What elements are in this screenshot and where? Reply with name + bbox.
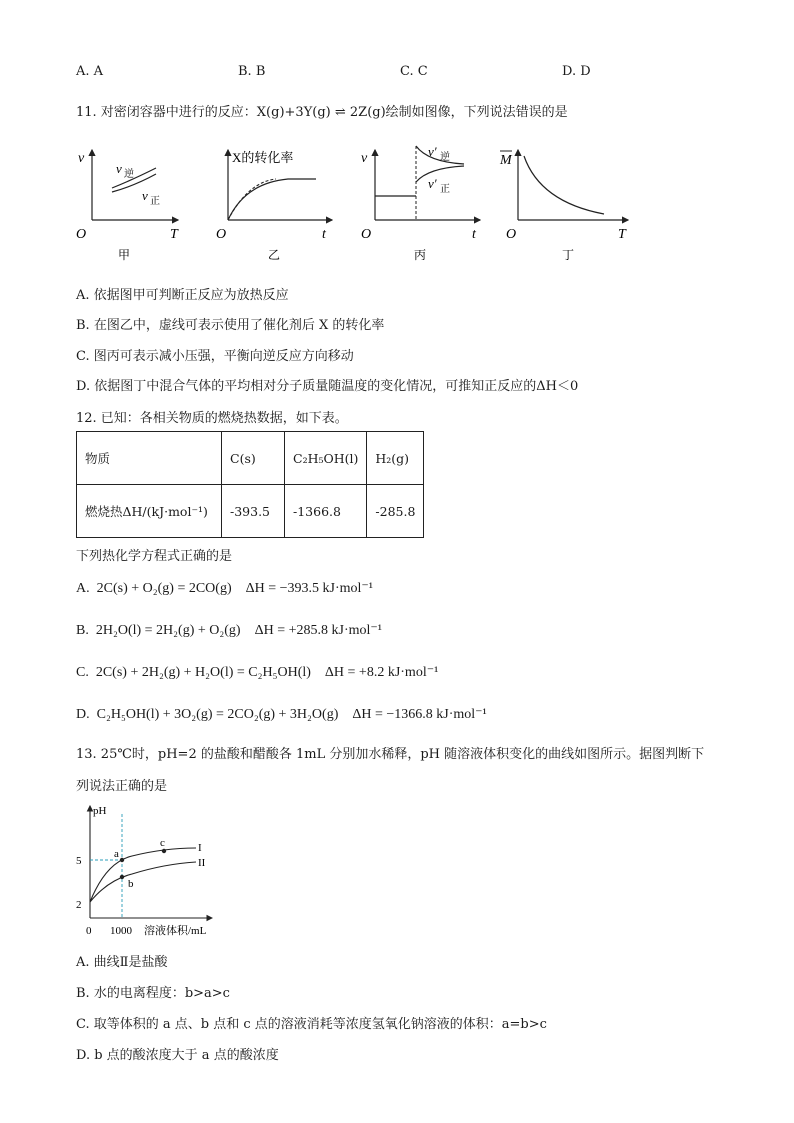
q11-option-c: C. 图丙可表示减小压强，平衡向逆反应方向移动 [76, 349, 354, 364]
table-row-label: 燃烧热ΔH/(kJ·mol⁻¹) [77, 485, 222, 538]
graph-label-bing: 丙 [414, 248, 427, 262]
point-a: a [114, 848, 119, 860]
curve-label-2: II [198, 857, 206, 869]
table-header: 物质 [77, 432, 222, 485]
table-header: C(s) [222, 432, 285, 485]
q10-option-a: A. A [76, 64, 104, 79]
equation: 2C(s) + 2H₂(g) + H₂O(l) = C₂H₅OH(l) [95, 665, 311, 680]
svg-text:t: t [322, 227, 326, 242]
graph-yi [216, 150, 332, 262]
graph-label-yi: 乙 [268, 248, 281, 262]
q13-option-a: A. 曲线Ⅱ是盐酸 [76, 955, 168, 970]
table-cell: -393.5 [222, 485, 285, 538]
table-header: H₂(g) [367, 432, 424, 485]
enthalpy: ΔH = −393.5 kJ·mol⁻¹ [245, 581, 374, 596]
svg-text:v: v [116, 161, 122, 176]
option-letter: C. [76, 665, 89, 680]
q11-graphs [70, 138, 650, 266]
svg-text:v: v [361, 151, 368, 166]
graph-label-ding: 丁 [562, 248, 575, 262]
option-letter: A. [76, 581, 90, 596]
q10-option-d: D. D [562, 64, 591, 79]
q11-stem: 11. 对密闭容器中进行的反应：X(g)+3Y(g) ⇌ 2Z(g)绘制如图像，下列说法错误的是 [76, 105, 568, 120]
svg-text:O: O [361, 227, 372, 242]
q10-option-c: C. C [400, 64, 428, 79]
table-header-row [77, 432, 424, 485]
q13-stem-line2: 列说法正确的是 [76, 779, 168, 794]
svg-text:v′: v′ [428, 144, 437, 159]
svg-text:v: v [142, 188, 148, 203]
equation: 2H₂O(l) = 2H₂(g) + O₂(g) [95, 623, 241, 638]
svg-text:v′: v′ [428, 176, 437, 191]
svg-text:逆: 逆 [124, 169, 134, 180]
svg-text:O: O [76, 227, 87, 242]
svg-text:正: 正 [440, 184, 450, 195]
ytick-2: 2 [76, 899, 82, 911]
svg-text:O: O [216, 227, 227, 242]
graph-ding [499, 150, 628, 262]
q12-option-d [76, 706, 487, 723]
graph-bing [361, 144, 480, 262]
q10-option-b: B. B [238, 64, 266, 79]
q13-option-d: D. b 点的酸浓度大于 a 点的酸浓度 [76, 1048, 279, 1063]
xlabel: 溶液体积/mL [144, 925, 207, 937]
svg-text:T: T [170, 227, 178, 242]
point-c: c [160, 837, 165, 849]
svg-text:T: T [618, 227, 626, 242]
q12-option-b [76, 622, 382, 639]
q12-option-c [76, 664, 438, 681]
xtick-1000: 1000 [110, 925, 132, 937]
svg-text:正: 正 [150, 196, 160, 207]
q11-option-a: A. 依据图甲可判断正反应为放热反应 [76, 288, 289, 303]
combustion-heat-table [76, 431, 424, 538]
graph-label-jia: 甲 [118, 248, 131, 262]
q12-option-a [76, 580, 373, 597]
q13-ph-graph [72, 798, 222, 942]
point-b: b [128, 878, 134, 890]
table-header: C₂H₅OH(l) [285, 432, 367, 485]
option-letter: B. [76, 623, 89, 638]
q11-option-d: D. 依据图丁中混合气体的平均相对分子质量随温度的变化情况，可推知正反应的ΔH＜0 [76, 379, 579, 394]
option-letter: D. [76, 707, 90, 722]
ylabel: pH [93, 805, 107, 817]
q13-stem-line1: 13. 25℃时，pH=2 的盐酸和醋酸各 1mL 分别加水稀释，pH 随溶液体积变化的曲线如图所示。据图判断下 [76, 747, 705, 762]
equation: 2C(s) + O₂(g) = 2CO(g) [96, 581, 232, 596]
enthalpy: ΔH = −1366.8 kJ·mol⁻¹ [352, 707, 487, 722]
q11-option-b: B. 在图乙中，虚线可表示使用了催化剂后 X 的转化率 [76, 318, 385, 333]
q12-stem: 12. 已知：各相关物质的燃烧热数据，如下表。 [76, 411, 348, 426]
svg-text:O: O [506, 227, 517, 242]
table-cell: -285.8 [367, 485, 424, 538]
q12-question: 下列热化学方程式正确的是 [76, 549, 233, 564]
table-cell: -1366.8 [285, 485, 367, 538]
enthalpy: ΔH = +285.8 kJ·mol⁻¹ [254, 623, 382, 638]
ytick-5: 5 [76, 855, 82, 867]
equation: C₂H₅OH(l) + 3O₂(g) = 2CO₂(g) + 3H₂O(g) [96, 707, 339, 722]
svg-text:逆: 逆 [440, 152, 450, 163]
curve-label-1: I [198, 842, 202, 854]
svg-text:t: t [472, 227, 476, 242]
xtick-0: 0 [86, 925, 92, 937]
table-row [77, 485, 424, 538]
q13-option-b: B. 水的电离程度：b>a>c [76, 986, 230, 1001]
enthalpy: ΔH = +8.2 kJ·mol⁻¹ [324, 665, 439, 680]
q13-option-c: C. 取等体积的 a 点、b 点和 c 点的溶液消耗等浓度氢氧化钠溶液的体积：a=b>c [76, 1017, 547, 1032]
graph-yi-title: X的转化率 [232, 150, 294, 165]
svg-text:v: v [78, 151, 85, 166]
graph-jia [76, 150, 179, 262]
svg-text:M: M [500, 153, 512, 168]
